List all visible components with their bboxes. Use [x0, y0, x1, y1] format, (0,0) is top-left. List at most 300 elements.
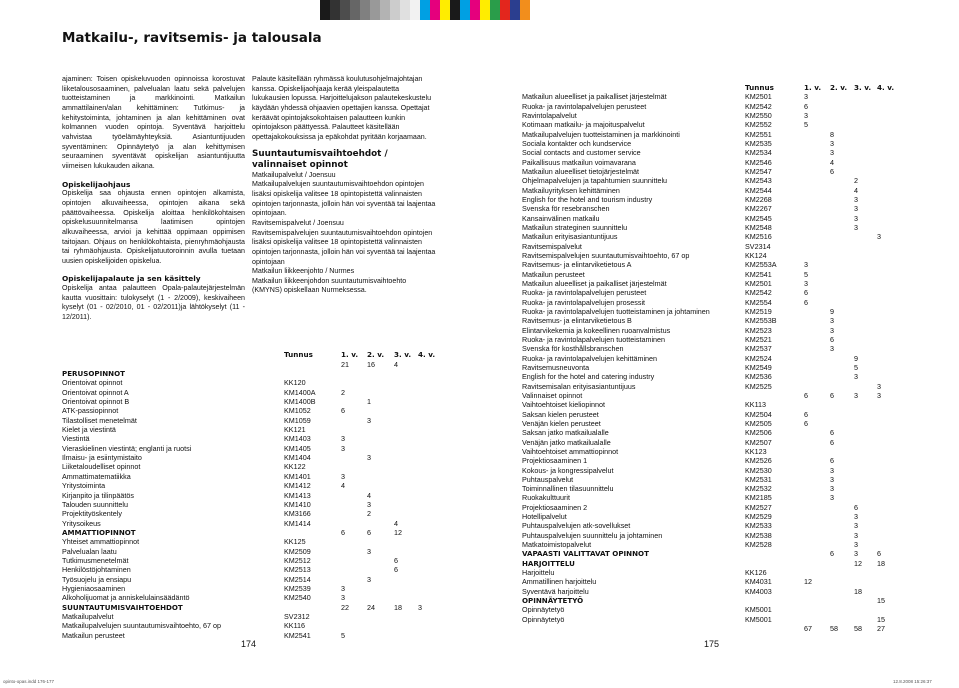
section-heading: Opiskelijaohjaus: [62, 179, 131, 189]
table-row: [522, 326, 902, 335]
cell-name: Ravitsemisalan erityisasiantuntijuus: [522, 381, 636, 391]
cell-code: KM2538: [745, 530, 772, 540]
header-v3: 3. v.: [394, 350, 412, 359]
cell-code: KM2509: [284, 546, 311, 556]
cell-v2: 3: [830, 484, 834, 494]
cell-name: Vaihtoehtoiset ammattiopinnot: [522, 446, 619, 456]
cell-v2: 6: [367, 527, 371, 537]
header-v2: 2. v.: [367, 350, 385, 359]
cell-name: Projektiosaaminen 2: [522, 502, 588, 512]
cell-v2: 3: [830, 316, 834, 326]
cell-v1: 6: [341, 406, 345, 416]
cell-v4: 3: [418, 602, 422, 612]
cell-name: Työsuojelu ja ensiapu: [62, 574, 132, 584]
cell-v2: 8: [830, 129, 834, 139]
paragraph: Matkailun liikkeenjohdon suuntautumisvaihtoehto (KMYNS) opiskellaan Nurmeksessa.: [252, 276, 407, 295]
cell-v2: 6: [830, 456, 834, 466]
table-row: [62, 500, 442, 509]
cell-v3: 12: [854, 558, 862, 568]
cell-v1: 3: [804, 110, 808, 120]
header-tunnus: Tunnus: [284, 350, 313, 359]
table-row: [62, 537, 442, 546]
table-row: [522, 503, 902, 512]
table-row: [522, 400, 902, 409]
table-row: [522, 605, 902, 614]
paragraph: Ravitsemispalvelujen suuntautumisvaihtoehdon opintojen lisäksi opiskelija valitsee 18 opintopistettä valinnaisten opintojen tarjonnasta, jolloin hän voi syventää tai laajentaa opintojaan: [252, 228, 436, 266]
cell-code: KM1404: [284, 453, 311, 463]
cell-name: Svenska för resebranschen: [522, 204, 610, 214]
cell-v3: 9: [854, 353, 858, 363]
cell-code: KK122: [284, 462, 306, 472]
cell-v4: 15: [877, 596, 885, 606]
cell-name: Alkoholijuomat ja anniskelulainsäädäntö: [62, 593, 190, 603]
cell-name: Matkailupalvelut: [62, 612, 114, 622]
footer-timestamp: 12.8.2008 15:26:37: [893, 679, 932, 684]
cell-name: Elintarvikekemia ja kokeellinen ruoanvalmistus: [522, 325, 671, 335]
cell-code: KM5001: [745, 605, 772, 615]
table-row: [62, 509, 442, 518]
cell-code: KM2553A: [745, 260, 777, 270]
cell-v3: 3: [854, 530, 858, 540]
cell-name: Matkatoimistopalvelut: [522, 540, 592, 550]
header-v2: 2. v.: [830, 83, 848, 92]
table-row: [522, 270, 902, 279]
color-swatch: [450, 0, 460, 20]
cell-code: KM2523: [745, 325, 772, 335]
cell-code: KM2528: [745, 540, 772, 550]
cell-code: KM1413: [284, 490, 311, 500]
cell-v3: 18: [854, 586, 862, 596]
cell-code: KM2533: [745, 521, 772, 531]
cell-name: Kokous- ja kongressipalvelut: [522, 465, 614, 475]
cell-v2: 3: [830, 148, 834, 158]
cell-code: KM2553B: [745, 316, 777, 326]
cell-code: KM2501: [745, 92, 772, 102]
cell-code: KM2526: [745, 456, 772, 466]
table-row: [522, 540, 902, 549]
cell-code: KM2506: [745, 428, 772, 438]
table-row: [62, 416, 442, 425]
table-row: [522, 130, 902, 139]
cell-name: Ravitsemus- ja elintarviketietous B: [522, 316, 632, 326]
cell-v2: 3: [367, 415, 371, 425]
cell-code: KM2550: [745, 110, 772, 120]
table-row: [62, 472, 442, 481]
cell-code: KM1403: [284, 434, 311, 444]
cell-v1: 2: [341, 387, 345, 397]
table-row: [62, 584, 442, 593]
cell-v1: 3: [804, 260, 808, 270]
cell-name: Ruoka- ja ravintolapalvelujen kehittäminen: [522, 353, 658, 363]
color-swatch: [350, 0, 360, 20]
color-swatch: [320, 0, 330, 20]
table-row: [522, 148, 902, 157]
table-row: [522, 596, 902, 605]
table-row: [522, 372, 902, 381]
section-heading: Suuntautumisvaihtoehdot / valinnaiset opinnot: [252, 148, 388, 170]
cell-v3: 4: [854, 185, 858, 195]
cell-code: KM2542: [745, 288, 772, 298]
cell-v2: 58: [830, 624, 838, 634]
cell-code: KM4031: [745, 577, 772, 587]
cell-code: KM1410: [284, 499, 311, 509]
table-row: [522, 456, 902, 465]
cell-name: Kielet ja viestintä: [62, 425, 116, 435]
cell-name: Syventävä harjoittelu: [522, 586, 589, 596]
color-swatch: [420, 0, 430, 20]
header-v4: 4. v.: [877, 83, 895, 92]
header-v3: 3. v.: [854, 83, 872, 92]
cell-name: Ravitsemispalvelut: [522, 241, 582, 251]
cell-code: KM2529: [745, 512, 772, 522]
table-row: [522, 316, 902, 325]
cell-name: Saksan jatko matkailualalle: [522, 428, 609, 438]
color-swatch: [360, 0, 370, 20]
cell-code: KK120: [284, 378, 306, 388]
cell-v2: 3: [830, 138, 834, 148]
cell-v2: 16: [367, 359, 375, 369]
cell-v1: 3: [341, 593, 345, 603]
table-row: [62, 528, 442, 537]
cell-v2: 3: [367, 453, 371, 463]
cell-code: KM5001: [745, 614, 772, 624]
cell-name: Kotimaan matkailu- ja majoituspalvelut: [522, 120, 645, 130]
cell-code: KM1400A: [284, 387, 316, 397]
cell-name: Talouden suunnittelu: [62, 499, 128, 509]
color-swatch: [410, 0, 420, 20]
table-row: [522, 102, 902, 111]
cell-code: KM2535: [745, 138, 772, 148]
cell-code: KM2543: [745, 176, 772, 186]
cell-name: Ravintolapalvelut: [522, 110, 577, 120]
cell-code: KM2521: [745, 334, 772, 344]
cell-code: KM2519: [745, 306, 772, 316]
cell-code: KM2514: [284, 574, 311, 584]
cell-v3: 2: [854, 176, 858, 186]
cell-name: Ruoka- ja ravintolapalvelujen perusteet: [522, 288, 647, 298]
table-row: [522, 549, 902, 558]
cell-code: KM2524: [745, 353, 772, 363]
cell-code: KK123: [745, 446, 767, 456]
cell-code: KM1052: [284, 406, 311, 416]
cell-name: Orientoivat opinnot: [62, 378, 123, 388]
color-swatch: [470, 0, 480, 20]
cell-name: Matkailun alueelliset tietojärjestelmät: [522, 166, 640, 176]
cell-name: Ohjelmapalvelujen ja tapahtumien suunnittelu: [522, 176, 668, 186]
table-row: [62, 462, 442, 471]
cell-code: KM2185: [745, 493, 772, 503]
page-number-right: 175: [704, 639, 720, 649]
cell-code: KM2507: [745, 437, 772, 447]
section-heading: Opiskelijapalaute ja sen käsittely: [62, 274, 201, 284]
table-row: [522, 298, 902, 307]
cell-code: SV2314: [745, 241, 771, 251]
cell-name: Vieraskielinen viestintä; englanti ja ruotsi: [62, 443, 192, 453]
cell-code: KM2547: [745, 166, 772, 176]
cell-name: Tutkimusmenetelmät: [62, 555, 129, 565]
cell-code: KM2501: [745, 278, 772, 288]
cell-v1: 5: [804, 120, 808, 130]
cell-name: Ruoka- ja ravintolapalvelujen tuotteistaminen: [522, 334, 666, 344]
cell-name: SUUNTAUTUMISVAIHTOEHDOT: [62, 602, 183, 612]
header-tunnus: Tunnus: [745, 83, 774, 92]
cell-name: ATK-passiopinnot: [62, 406, 119, 416]
cell-name: Liiketaloudelliset opinnot: [62, 462, 141, 472]
cell-v3: 3: [854, 222, 858, 232]
cell-code: KM2525: [745, 381, 772, 391]
table-row: [522, 260, 902, 269]
cell-name: Viestintä: [62, 434, 90, 444]
table-row: [522, 92, 902, 101]
cell-name: AMMATTIOPINNOT: [62, 527, 136, 537]
cell-name: Matkailun alueelliset ja paikalliset järjestelmät: [522, 278, 667, 288]
cell-name: Yritysoikeus: [62, 518, 101, 528]
table-row: [62, 519, 442, 528]
cell-name: Kansainvälinen matkailu: [522, 213, 600, 223]
cell-code: KM2548: [745, 222, 772, 232]
cell-v3: 4: [394, 359, 398, 369]
paragraph: Matkailun liikkeenjohto / Nurmes: [252, 267, 355, 276]
cell-name: Matkailun perusteet: [62, 630, 125, 640]
color-swatch: [400, 0, 410, 20]
paragraph: ajaminen: Toisen opiskeluvuoden opinnoissa korostuvat liiketalousosaaminen, palvelualan laatu sekä palvelujen tuotteistaminen ja markkinointi. Matkailun ammattilainen/alan kehittäminen: Tutkimus- ja kehitystoiminta, johtaminen ja alan kehittäminen ovat kolmannen vuoden opintoja. Syventävä harjoittelu vahvistaa työelämäyhteyksiä. Asiantuntijuuden syventäminen: Opinnäytetyö ja alan kehittymisen seuraaminen syventävät opiskelijan asiantuntijuutta viimeisen lukukauden aikana.: [62, 75, 245, 170]
cell-name: English for the hotel and catering industry: [522, 372, 655, 382]
cell-code: KK124: [745, 250, 767, 260]
cell-v1: 5: [341, 630, 345, 640]
cell-name: Matkailupalvelujen suuntautumisvaihtoehto, 67 op: [62, 621, 222, 631]
cell-v4: 6: [877, 549, 881, 559]
cell-name: VAPAASTI VALITTAVAT OPINNOT: [522, 549, 649, 559]
cell-code: KM2516: [745, 232, 772, 242]
cell-code: KM4003: [745, 586, 772, 596]
table-row: [522, 382, 902, 391]
cell-name: Puhtauspalvelujen atk-sovellukset: [522, 521, 631, 531]
cell-code: KK116: [284, 621, 306, 631]
cell-name: Ravitsemus- ja elintarviketietous A: [522, 260, 632, 270]
color-swatch: [440, 0, 450, 20]
cell-code: KM2512: [284, 555, 311, 565]
table-row: [522, 521, 902, 530]
cell-v3: 5: [854, 362, 858, 372]
table-row: [522, 120, 902, 129]
table-row: [522, 615, 902, 624]
cell-name: Opinnäytetyö: [522, 614, 565, 624]
cell-v2: 3: [830, 474, 834, 484]
cell-code: KK125: [284, 537, 306, 547]
page-number-left: 174: [241, 639, 257, 649]
table-row: [62, 397, 442, 406]
cell-name: Venäjän jatko matkailualalle: [522, 437, 611, 447]
table-row: [522, 242, 902, 251]
cell-code: KM2544: [745, 185, 772, 195]
cell-name: Hotellipalvelut: [522, 512, 567, 522]
table-row: [62, 547, 442, 556]
cell-v4: 18: [877, 558, 885, 568]
cell-name: OPINNÄYTETYÖ: [522, 596, 584, 606]
cell-name: Ammatillinen harjoittelu: [522, 577, 597, 587]
cell-v2: 3: [830, 465, 834, 475]
cell-name: Vaihtoehtoiset kieliopinnot: [522, 400, 605, 410]
table-row: [62, 453, 442, 462]
cell-v1: 6: [804, 418, 808, 428]
header-v1: 1. v.: [804, 83, 822, 92]
cell-v4: 3: [877, 381, 881, 391]
color-swatch: [460, 0, 470, 20]
cell-name: Projektityöskentely: [62, 509, 122, 519]
paragraph: Opiskelija saa ohjausta ennen opintojen alkamista, opintojen alkuvaiheessa, opintojen aikana sekä päättövaiheessa. Opiskelija aloittaa henkilökohtaisen opiskelusuunnitelmansa laatimisen opintojen alkuvaiheessa, arvioi ja kehittää oppimaan oppimisen taitojaan. Ohjaus on henkilökohtaista, pienryhmäohjausta tai ryhmäohjausta. Opiskelijatuutoroinnin avulla tuetaan uusien opiskelijoiden opiskelua.: [62, 189, 245, 265]
cell-v2: 1: [367, 397, 371, 406]
cell-name: Ruoka- ja ravintolapalvelujen tuotteistaminen ja johtaminen: [522, 306, 710, 316]
cell-code: KK121: [284, 425, 306, 435]
cell-v3: 3: [854, 512, 858, 522]
table-row: [62, 575, 442, 584]
cell-code: KK113: [745, 400, 767, 410]
cell-name: Ruoka- ja ravintolapalvelujen perusteet: [522, 101, 647, 111]
cell-code: KM2527: [745, 502, 772, 512]
cell-name: Matkailun alueelliset ja paikalliset järjestelmät: [522, 92, 667, 102]
table-row: [62, 556, 442, 565]
cell-v1: 3: [341, 443, 345, 453]
cell-name: PERUSOPINNOT: [62, 368, 125, 378]
table-row: [522, 232, 902, 241]
cell-v3: 4: [394, 518, 398, 528]
cell-v1: 3: [341, 471, 345, 481]
cell-v1: 3: [341, 584, 345, 593]
table-row: [522, 475, 902, 484]
cell-code: SV2312: [284, 612, 310, 622]
table-row: [522, 204, 902, 213]
cell-name: Venäjän kielen perusteet: [522, 418, 601, 428]
paragraph: Matkailupalvelujen suuntautumisvaihtoehdon opintojen lisäksi opiskelija valitsee 18 opintopistettä valinnaisten opintojen tarjonnasta, jolloin hän voi syventää tai laajentaa opintojaan.: [252, 180, 436, 218]
cell-v1: 4: [341, 481, 345, 491]
cell-code: KM2545: [745, 213, 772, 223]
table-row: [522, 466, 902, 475]
cell-v3: 3: [854, 521, 858, 531]
table-row: [522, 419, 902, 428]
cell-v1: 5: [804, 269, 808, 279]
cell-v1: 12: [804, 577, 812, 587]
cell-v1: 3: [341, 434, 345, 444]
paragraph: Ravitsemispalvelut / Joensuu: [252, 218, 344, 227]
cell-name: Valinnaiset opinnot: [522, 390, 583, 400]
cell-name: HARJOITTELU: [522, 558, 575, 568]
table-row: [62, 369, 442, 378]
cell-name: Ruoka- ja ravintolapalvelujen prosessit: [522, 297, 646, 307]
table-row: [522, 577, 902, 586]
cell-v2: 4: [830, 157, 834, 167]
cell-v3: 3: [854, 390, 858, 400]
cell-v1: 6: [804, 101, 808, 111]
cell-code: KM1401: [284, 471, 311, 481]
cell-name: Sociala kontakter och kundservice: [522, 138, 632, 148]
cell-name: Ilmaisu- ja esiintymistaito: [62, 453, 142, 463]
cell-name: Matkailun strateginen suunnittelu: [522, 222, 628, 232]
cell-name: Yhteiset ammattiopinnot: [62, 537, 140, 547]
table-row: [522, 438, 902, 447]
cell-v3: 3: [854, 204, 858, 214]
cell-v2: 6: [830, 390, 834, 400]
cell-v2: 3: [830, 344, 834, 354]
table-row: [522, 223, 902, 232]
cell-name: Saksan kielen perusteet: [522, 409, 599, 419]
left-text-column: [62, 75, 245, 323]
table-row: [62, 565, 442, 574]
table-row: [522, 624, 902, 633]
cell-code: KM2537: [745, 344, 772, 354]
cell-v4: 15: [877, 614, 885, 624]
table-row: [522, 195, 902, 204]
cell-name: Tilastolliset menetelmät: [62, 415, 137, 425]
table-row: [522, 167, 902, 176]
cell-v3: 6: [854, 502, 858, 512]
cell-v2: 3: [367, 546, 371, 556]
cell-v3: 12: [394, 527, 402, 537]
cell-v3: 6: [394, 555, 398, 565]
cell-code: KM2552: [745, 120, 772, 130]
table-row: [522, 335, 902, 344]
paragraph: Palaute käsitellään ryhmässä koulutusohjelmajohtajan kanssa. Opiskelijaohjaaja kerää yleispalautetta lukukausien lopussa. Harjoittelujakson palautekeskustelu käydään yhdessä ohjaavien opettajien kanssa. Opettajat keräävät opintojaksokohtaisen palautteen kunkin opintojakson päättyessä. Palautteet käsitellään opettajakokouksissa ja epäkohdat pyritään korjaamaan.: [252, 75, 432, 141]
cell-v3: 3: [854, 540, 858, 550]
table-row: [522, 354, 902, 363]
cell-code: KM1400B: [284, 397, 316, 406]
table-row: [522, 484, 902, 493]
table-row: [522, 214, 902, 223]
cell-name: Ammattimatematiikka: [62, 471, 131, 481]
cell-code: KM2541: [745, 269, 772, 279]
cell-code: KM2536: [745, 372, 772, 382]
cell-v3: 18: [394, 602, 402, 612]
cell-code: KM2549: [745, 362, 772, 372]
cell-name: Opinnäytetyö: [522, 605, 565, 615]
cell-code: KM2530: [745, 465, 772, 475]
cell-v4: 3: [877, 390, 881, 400]
table-row: [522, 512, 902, 521]
color-swatch: [430, 0, 440, 20]
cell-code: KM1059: [284, 415, 311, 425]
cell-name: Orientoivat opinnot B: [62, 397, 130, 406]
table-row: [62, 593, 442, 602]
table-row: [62, 388, 442, 397]
cell-v1: 6: [804, 288, 808, 298]
paragraph: Opiskelija antaa palautteen Opala-palautejärjestelmän kautta vuosittain: tulokyselyt (1 - 2/2009), keskivaiheen kyselyt (01 - 02/2010, 01 - 02/2011)ja lähtökyselyt (11 - 12/2011).: [62, 284, 245, 322]
cell-v2: 6: [830, 549, 834, 559]
table-row: [522, 568, 902, 577]
table-row: [62, 434, 442, 443]
color-swatch: [380, 0, 390, 20]
cell-name: Matkailun perusteet: [522, 269, 585, 279]
cell-code: KM2554: [745, 297, 772, 307]
cell-v1: 21: [341, 359, 349, 369]
cell-name: Ravitsemispalvelujen suuntautumisvaihtoehto, 67 op: [522, 250, 690, 260]
cell-name: Palvelualan laatu: [62, 546, 117, 556]
table-row: [522, 288, 902, 297]
cell-name: Ruokakulttuurit: [522, 493, 570, 503]
cell-v2: 2: [367, 509, 371, 519]
cell-code: KM1405: [284, 443, 311, 453]
cell-name: Svenska för kosthållsbranschen: [522, 344, 624, 354]
table-row: [62, 406, 442, 415]
header-v4: 4. v.: [418, 350, 436, 359]
cell-name: Paikallisuus matkailun voimavarana: [522, 157, 636, 167]
table-row: [522, 428, 902, 437]
color-swatch: [390, 0, 400, 20]
cell-code: KM2541: [284, 630, 311, 640]
table-row: [522, 139, 902, 148]
cell-name: Harjoittelu: [522, 568, 555, 578]
cell-v2: 3: [830, 325, 834, 335]
cell-v1: 22: [341, 602, 349, 612]
cell-name: Orientoivat opinnot A: [62, 387, 129, 397]
